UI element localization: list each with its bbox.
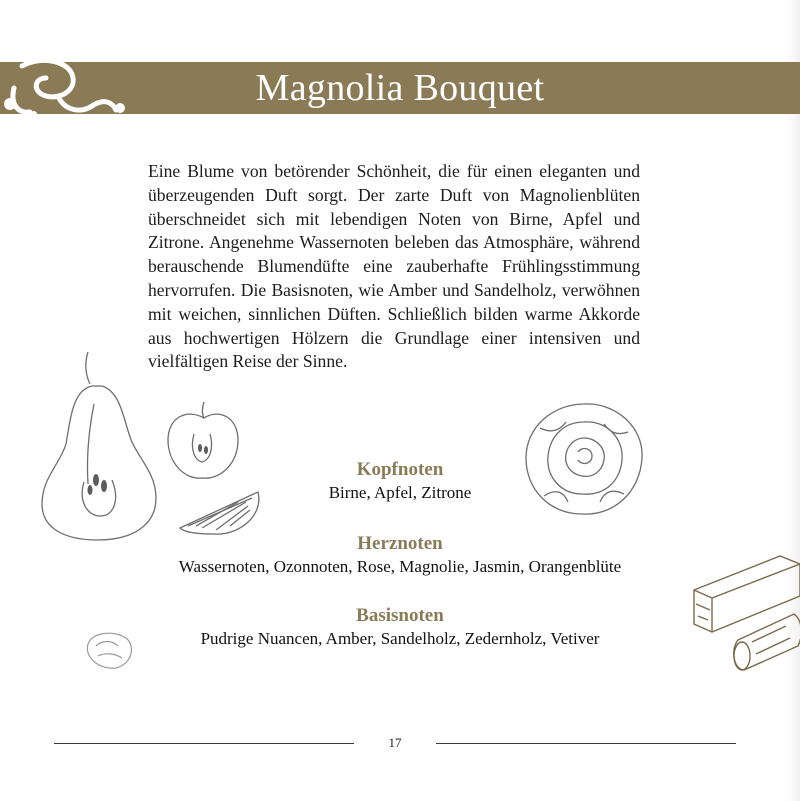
pear-icon [38, 352, 160, 542]
top-notes-list: Birne, Apfel, Zitrone [328, 483, 472, 502]
base-notes-section [0, 604, 800, 650]
top-notes-section [0, 458, 800, 504]
page-title: Magnolia Bouquet [255, 67, 545, 109]
base-notes-heading: Basisnoten [356, 605, 444, 626]
top-notes-heading: Kopfnoten [356, 459, 444, 480]
heart-notes-heading: Herznoten [357, 533, 443, 554]
footer-rule-left [54, 743, 354, 744]
fragrance-description: Eine Blume von betörender Schönheit, die für einen eleganten und überzeugenden Duft sorgt. Der zarte Duft von Magnolienblüten überschneidet sich mit lebendigen Noten von Birne, Apfel und Zitrone. Angenehme Wassernoten beleben das Atmosphäre, während berauschende Blumendüfte eine zauberhafte Frühlingsstimmung hervorrufen. Die Basisnoten, wie Amber und Sandelholz, verwöhnen mit weichen, sinnlichen Düften. Schließlich bilden warme Akkorde aus hochwertigen Hölzern die Grundlage einer intensiven und vielfältigen Reise der Sinne. [148, 161, 640, 372]
base-notes-list: Pudrige Nuancen, Amber, Sandelholz, Zedernholz, Vetiver [200, 629, 600, 648]
footer-rule-right [436, 743, 736, 744]
heart-notes-list: Wassernoten, Ozonnoten, Rose, Magnolie, Jasmin, Orangenblüte [178, 557, 622, 576]
page-number: 17 [388, 735, 402, 750]
page-edge [786, 0, 800, 801]
heart-notes-section [0, 532, 800, 578]
